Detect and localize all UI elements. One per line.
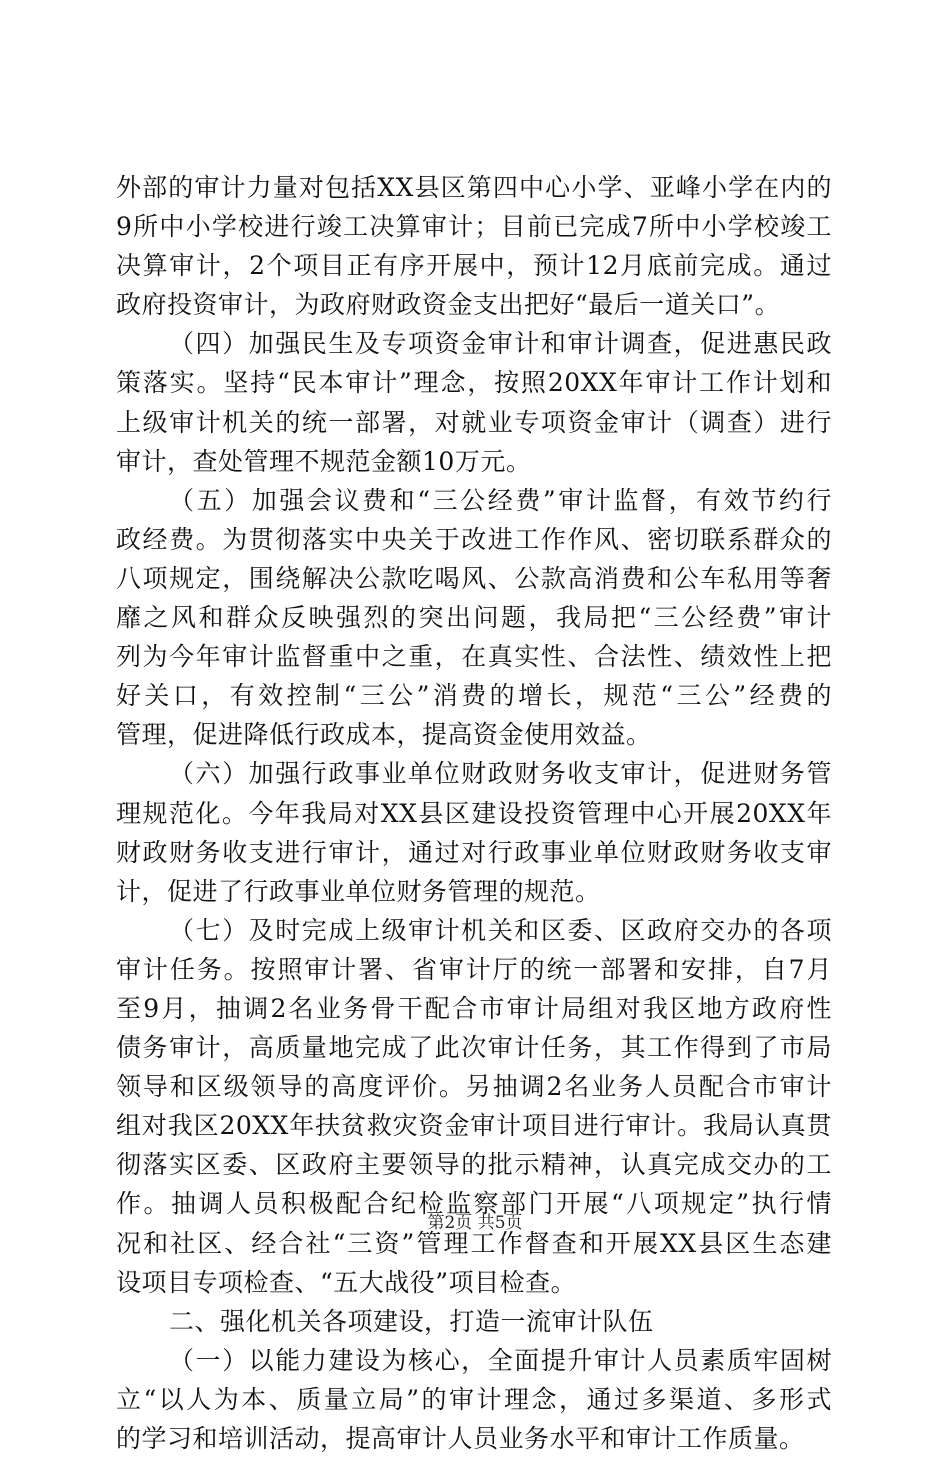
- chapter-heading-line: 二、强化机关各项建设，打造一流审计队伍: [169, 1306, 654, 1336]
- text-line: 策落实。坚持“民本审计”理念，按照20XX年审计工作计划和: [116, 368, 832, 398]
- text-line: 外部的审计力量对包括XX县区第四中心小学、亚峰小学在内的: [116, 173, 832, 202]
- section-heading-line: （五）加强会议费和“三公经费”审计监督，有效节约行: [169, 485, 832, 515]
- text-line: 的学习和培训活动，提高审计人员业务水平和审计工作质量。: [116, 1424, 805, 1453]
- text-line: 审计任务。按照审计署、省审计厅的统一部署和安排，自7月: [116, 954, 832, 984]
- text-line: 审计，查处管理不规范金额10万元。: [116, 446, 532, 476]
- text-line: 决算审计，2个项目正有序开展中，预计12月底前完成。通过: [116, 251, 832, 281]
- text-line: 彻落实区委、区政府主要领导的批示精神，认真完成交办的工: [116, 1150, 832, 1180]
- text-line: 领导和区级领导的高度评价。另抽调2名业务人员配合市审计: [116, 1072, 832, 1102]
- text-line: 靡之风和群众反映强烈的突出问题，我局把“三公经费”审计: [116, 603, 832, 633]
- section-heading-line: （一）以能力建设为核心，全面提升审计人员素质牢固树: [169, 1345, 832, 1375]
- text-line: 政经费。为贯彻落实中央关于改进工作作风、密切联系群众的: [116, 524, 832, 554]
- text-line: 政府投资审计，为政府财政资金支出把好“最后一道关口”。: [116, 290, 781, 320]
- document-body: [116, 168, 832, 1458]
- text-line: 理规范化。今年我局对XX县区建设投资管理中心开展20XX年: [116, 798, 832, 828]
- text-line: 况和社区、经合社“三资”管理工作督查和开展XX县区生态建: [116, 1228, 832, 1258]
- text-line: 至9月，抽调2名业务骨干配合市审计局组对我区地方政府性: [116, 993, 832, 1023]
- text-line: 列为今年审计监督重中之重，在真实性、合法性、绩效性上把: [116, 642, 832, 672]
- text-line: 计，促进了行政事业单位财务管理的规范。: [116, 876, 601, 906]
- section-heading-line: （四）加强民生及专项资金审计和审计调查，促进惠民政: [169, 329, 832, 359]
- text-line: 设项目专项检查、“五大战役”项目检查。: [116, 1267, 577, 1297]
- page-number-footer: 第2页 共5页: [427, 1213, 523, 1233]
- text-line: 作。抽调人员积极配合纪检监察部门开展“八项规定”执行情: [116, 1189, 832, 1219]
- text-line: 管理，促进降低行政成本，提高资金使用效益。: [116, 720, 652, 750]
- section-heading-line: （六）加强行政事业单位财政财务收支审计，促进财务管: [169, 759, 832, 789]
- section-heading-line: （七）及时完成上级审计机关和区委、区政府交办的各项: [169, 915, 832, 945]
- text-line: 组对我区20XX年扶贫救灾资金审计项目进行审计。我局认真贯: [116, 1111, 832, 1141]
- text-line: 9所中小学校进行竣工决算审计；目前已完成7所中小学校竣工: [116, 212, 832, 242]
- text-line: 上级审计机关的统一部署，对就业专项资金审计（调查）进行: [116, 407, 832, 437]
- text-line: 八项规定，围绕解决公款吃喝风、公款高消费和公车私用等奢: [116, 563, 832, 593]
- text-line: 好关口，有效控制“三公”消费的增长，规范“三公”经费的: [116, 681, 832, 711]
- text-line: 财政财务收支进行审计，通过对行政事业单位财政财务收支审: [116, 837, 832, 867]
- text-line: 债务审计，高质量地完成了此次审计任务，其工作得到了市局: [116, 1033, 832, 1063]
- text-line: 立“以人为本、质量立局”的审计理念，通过多渠道、多形式: [116, 1384, 832, 1414]
